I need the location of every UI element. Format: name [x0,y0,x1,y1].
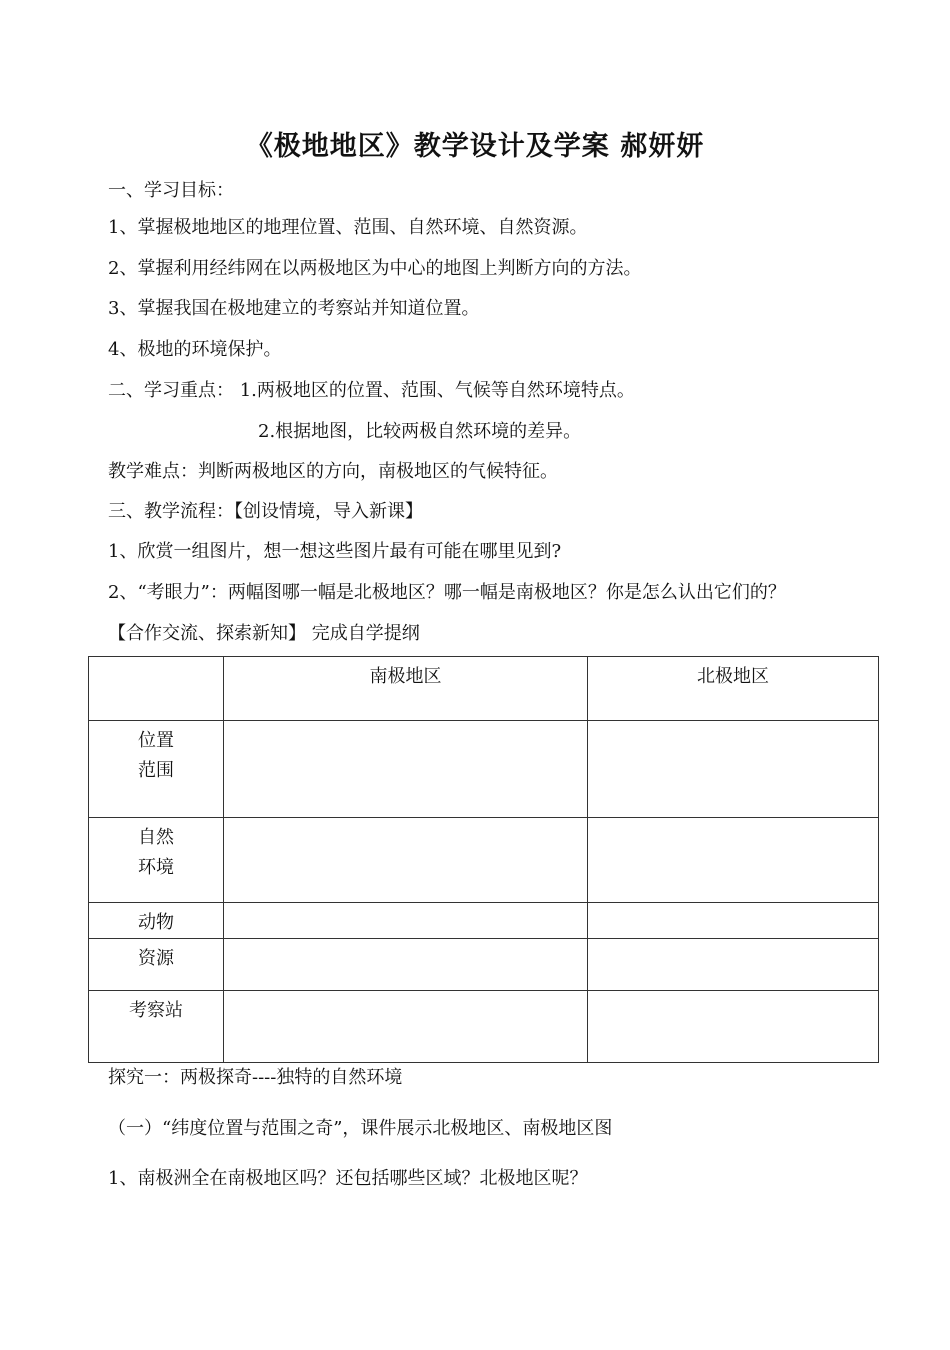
row-label [89,903,224,939]
difficulty-line: 教学难点：判断两极地区的方向，南极地区的气候特征。 [108,461,558,482]
table-header-cell: 南极地区 [224,657,588,721]
key-points-2: 2.根据地图，比较两极自然环境的差异。 [258,421,582,442]
row-label-text: 位置 [138,730,174,751]
row-label [89,991,224,1063]
key-points-1: 二、学习重点： 1.两极地区的位置、范围、气候等自然环境特点。 [108,380,635,401]
answer-cell [588,903,879,939]
row-label [89,818,224,903]
table-row [89,721,879,818]
row-label [89,939,224,991]
objective-item-4: 4、极地的环境保护。 [108,339,282,360]
answer-cell [588,991,879,1063]
question-item-1: 1、南极洲全在南极地区吗？还包括哪些区域？北极地区呢？ [108,1168,588,1189]
table-header-cell [89,657,224,721]
row-label-text: 动物 [138,912,174,933]
row-label-text: 资源 [138,948,174,969]
flow-item-2: 2、“考眼力”：两幅图哪一幅是北极地区？哪一幅是南极地区？你是怎么认出它们的？ [108,582,786,603]
cooperation-heading: 【合作交流、探索新知】 完成自学提纲 [108,623,420,644]
teaching-flow-heading: 三、教学流程：【创设情境，导入新课】 [108,501,423,522]
answer-cell [224,721,588,818]
answer-cell [224,818,588,903]
table-row [89,903,879,939]
row-label-text: 环境 [138,857,174,878]
table-row [89,939,879,991]
row-label-text: 自然 [138,827,174,848]
table-header-row [89,657,879,721]
row-label-text: 范围 [138,760,174,781]
objectives-heading: 一、学习目标： [108,180,234,201]
page-title: 《极地地区》教学设计及学案 郝妍妍 [245,131,705,162]
objective-item-2: 2、掌握利用经纬网在以两极地区为中心的地图上判断方向的方法。 [108,258,642,279]
answer-cell [224,991,588,1063]
answer-cell [224,903,588,939]
objective-item-3: 3、掌握我国在极地建立的考察站并知道位置。 [108,298,480,319]
answer-cell [588,939,879,991]
exploration-heading: 探究一：两极探奇----独特的自然环境 [108,1067,403,1088]
answer-cell [224,939,588,991]
answer-cell [588,818,879,903]
exploration-subheading: （一）“纬度位置与范围之奇”，课件展示北极地区、南极地区图 [108,1118,613,1139]
study-outline-table [88,656,879,1063]
table-row [89,818,879,903]
answer-cell [588,721,879,818]
flow-item-1: 1、欣赏一组图片，想一想这些图片最有可能在哪里见到? [108,541,562,562]
row-label-text: 考察站 [129,1000,183,1021]
table-header-cell: 北极地区 [588,657,879,721]
table-row [89,991,879,1063]
row-label [89,721,224,818]
objective-item-1: 1、掌握极地地区的地理位置、范围、自然环境、自然资源。 [108,217,588,238]
